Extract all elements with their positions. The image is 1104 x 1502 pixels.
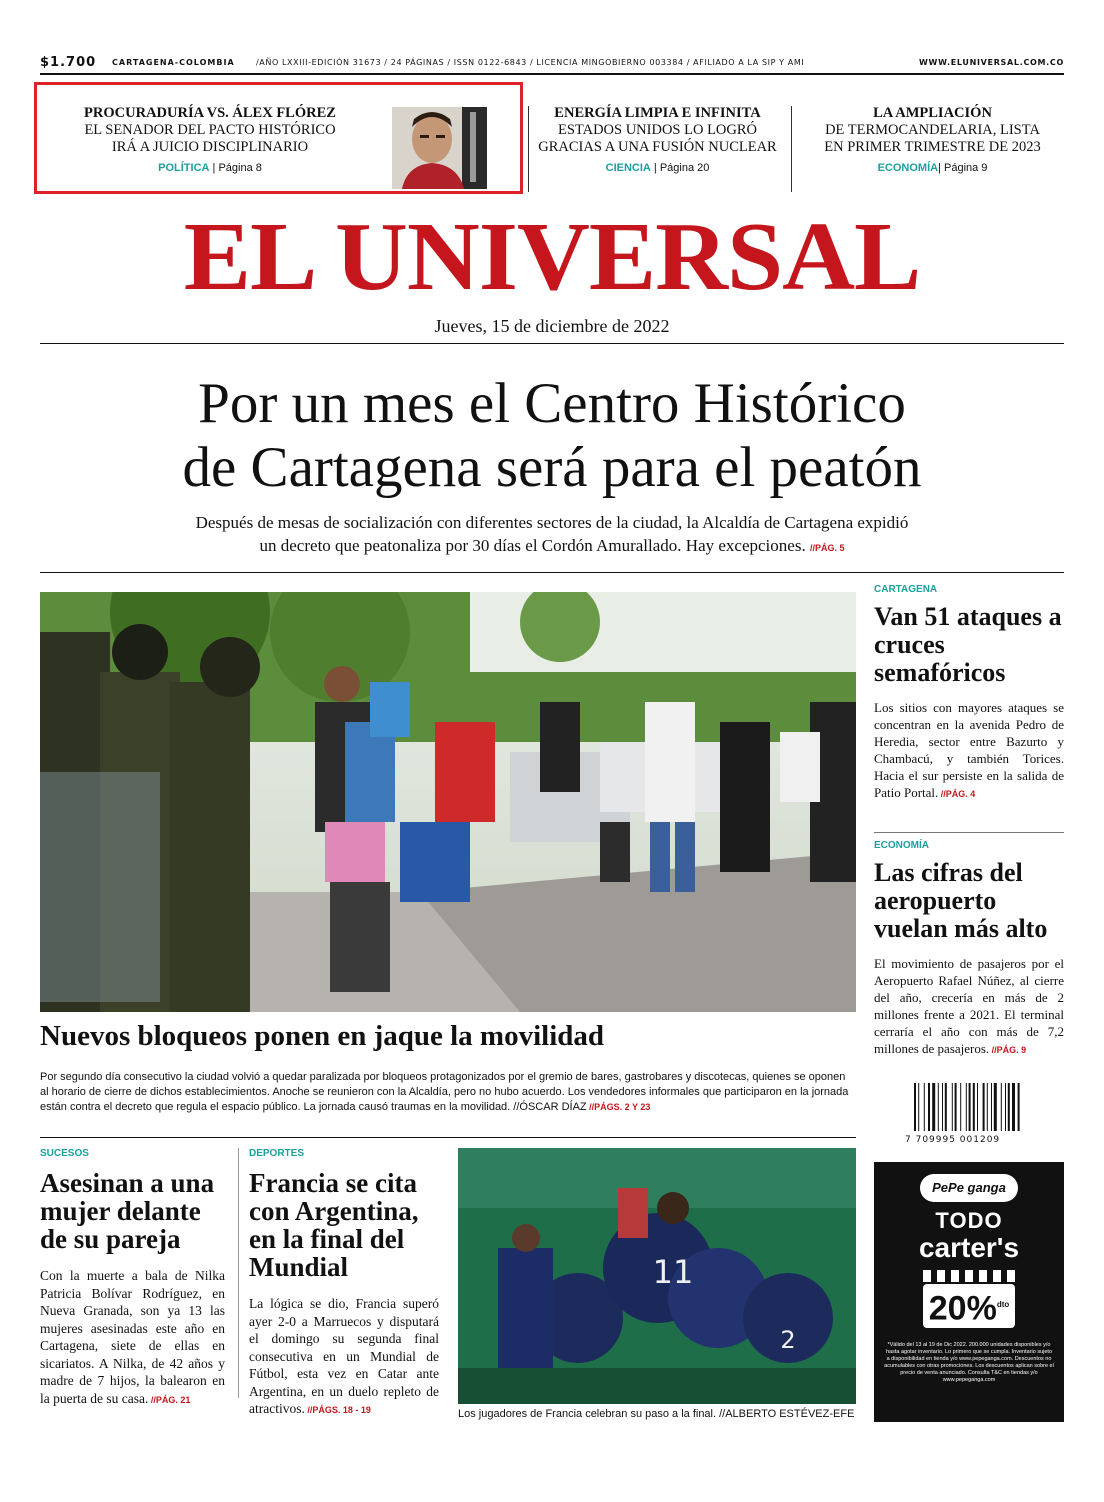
blockade-photo: [40, 592, 856, 1012]
teaser-section: ECONOMÍA: [877, 162, 939, 174]
divider: [40, 1137, 856, 1138]
newspaper-masthead: EL UNIVERSAL: [183, 203, 921, 311]
edition-bar: [40, 57, 1064, 75]
story-text: El movimiento de pasajeros por el Aeropuerto Rafael Núñez, al cierre del año, crecería en más de 2 millones frente a 2021. El terminal cerraría el año con más de 7,2 millones de pasajeros.: [874, 956, 1064, 1056]
page-ref: //PÁG. 5: [809, 543, 845, 553]
teaser-line: GRACIAS A UNA FUSIÓN NUCLEAR: [538, 139, 777, 155]
column-divider: [528, 106, 529, 192]
teaser-page: | Página 20: [650, 162, 710, 174]
story-headline: Francia se cita con Argentina, en la final del Mundial: [249, 1168, 419, 1282]
publication-date: Jueves, 15 de diciembre de 2022: [434, 316, 670, 336]
teaser-ciencia[interactable]: [530, 105, 785, 191]
story-headline: Las cifras del aeropuerto vuelan más alto: [874, 858, 1048, 943]
section-label: CARTAGENA: [874, 584, 938, 595]
page-ref: //PÁG. 21: [148, 1394, 191, 1405]
barcode-number: 7 709995 001209: [905, 1135, 1001, 1145]
photo-story-text: Por segundo día consecutivo la ciudad volvió a quedar paralizada por bloqueos protagonizados por el gremio de bares, gastrobares y discotecas, quienes se oponen al horario de cierre de dichos establecimientos. Anoche se reunieron con la Alcaldía, pero no hubo acuerdo. Los vendedores informales que participaron en la jornada están contra el decreto que regula el espacio público. La jornada causó traumas en la movilidad.: [40, 1071, 849, 1113]
story-text: Con la muerte a bala de Nilka Patricia Bolívar Rodríguez, en Nueva Granada, son ya 13 las mujeres asesinadas este año en Cartagena, siete de ellas en sicariatos. A Nilka, de 42 años y madre de 7 hijos, la balearon en la puerta de su casa.: [40, 1268, 225, 1406]
lead-deck: [80, 511, 1024, 560]
ad-carters-logo: carter's: [918, 1232, 1020, 1263]
lead-headline[interactable]: [40, 372, 1064, 500]
ad-discount: 20%: [928, 1289, 997, 1328]
teaser-section: CIENCIA: [605, 162, 651, 174]
ad-line: TODO: [935, 1208, 1003, 1233]
story-body: [249, 1295, 439, 1420]
teaser-line: ESTADOS UNIDOS LO LOGRÓ: [557, 122, 758, 138]
price: $1.700: [40, 55, 97, 70]
story-headline: Asesinan a una mujer delante de su pareja: [40, 1168, 215, 1254]
ad-discount-suffix: dto: [996, 1300, 1010, 1309]
divider: [40, 343, 1064, 344]
story-body: [40, 1267, 225, 1409]
story-body: [874, 955, 1064, 1059]
teaser-line: EN PRIMER TRIMESTRE DE 2023: [824, 139, 1041, 155]
teaser-title: PROCURADURÍA VS. ÁLEX FLÓREZ: [84, 105, 336, 121]
section-label: SUCESOS: [40, 1148, 89, 1159]
france-team-photo: [458, 1148, 856, 1404]
column-divider: [791, 106, 792, 192]
svg-text:11: 11: [652, 1253, 694, 1291]
story-text: Los sitios con mayores ataques se concentran en la avenida Pedro de Heredia, sector entre Bazurto y Chambacú, y también Torices. Hacia el sur persiste en la salida de Patio Portal.: [874, 700, 1064, 800]
page-ref: //PÁGS. 2 Y 23: [586, 1102, 651, 1112]
calendar-icon: [923, 1270, 1015, 1328]
section-label: DEPORTES: [249, 1148, 305, 1159]
teaser-title: LA AMPLIACIÓN: [873, 105, 992, 121]
teaser-page: | Página 9: [938, 162, 988, 174]
column-divider: [238, 1148, 239, 1398]
ad-brand-logo: PePe ganga: [920, 1174, 1018, 1202]
divider: [40, 572, 1064, 573]
barcode-graphic: [912, 1083, 1052, 1131]
sidebar-story[interactable]: [874, 584, 1064, 803]
lead-headline-line: Por un mes el Centro Histórico: [198, 372, 906, 435]
teaser-line: IRÁ A JUICIO DISCIPLINARIO: [111, 139, 309, 155]
ad-fine-print: *Válido del 13 al 19 de Dic 2022. 200.000 unidades disponibles y/o hasta agotar inventario. Lo primero que se cumpla. Inventario sujeto a disponibilidad en tienda y/o www.pepeganga.com. Descuentos no acumulables con otras promociones. Los descuentos aplican sobre el precio de venta anunciado. Consulta T&C en tiendas y/o www.pepeganga.com: [884, 1342, 1054, 1383]
photo-story-body: [40, 1070, 852, 1115]
photo-story-headline[interactable]: Nuevos bloqueos ponen en jaque la movilidad: [40, 1020, 605, 1052]
teaser-line: DE TERMOCANDELARIA, LISTA: [825, 122, 1040, 138]
website-link[interactable]: WWW.ELUNIVERSAL.COM.CO: [919, 58, 1064, 67]
lead-deck-line: Después de mesas de socialización con diferentes sectores de la ciudad, la Alcaldía de Cartagena expidió: [195, 513, 909, 532]
svg-text:2: 2: [780, 1326, 796, 1354]
section-label: ECONOMÍA: [874, 840, 929, 851]
photo-caption: Los jugadores de Francia celebran su paso a la final. //ALBERTO ESTÉVEZ-EFE: [458, 1408, 855, 1420]
teaser-section: POLÍTICA: [158, 162, 210, 174]
sidebar-story[interactable]: [874, 840, 1064, 1059]
page-ref: //PÁG. 9: [989, 1045, 1027, 1055]
divider: [874, 832, 1064, 833]
bottom-story[interactable]: [249, 1148, 439, 1420]
page-ref: //PÁGS. 18 - 19: [304, 1405, 371, 1415]
city-label: CARTAGENA-COLOMBIA: [112, 58, 235, 67]
lead-deck-line: un decreto que peatonaliza por 30 días el Cordón Amurallado. Hay excepciones.: [259, 536, 806, 555]
bottom-story[interactable]: [40, 1148, 225, 1409]
page-ref: //PÁG. 4: [938, 789, 976, 799]
lead-headline-line: de Cartagena será para el peatón: [182, 436, 922, 499]
highlight-box: [34, 82, 523, 194]
pepeganga-ad[interactable]: [874, 1162, 1064, 1422]
story-text: La lógica se dio, Francia superó ayer 2-0 a Marruecos y disputará el domingo su segunda final consecutiva en un Mundial de Fútbol, esta vez en Catar ante Argentina, en un duelo repleto de atractivos.: [249, 1296, 439, 1416]
story-headline: Van 51 ataques a cruces semafóricos: [874, 602, 1062, 687]
teaser-page: | Página 8: [209, 162, 262, 174]
edition-info: /AÑO LXXIII-EDICIÓN 31673 / 24 PÁGINAS / ISSN 0122-6843 / LICENCIA MINGOBIERNO 003384 / AFILIADO A LA SIP Y AMI: [256, 58, 805, 67]
teaser-economia[interactable]: [805, 105, 1060, 191]
story-body: [874, 699, 1064, 803]
teaser-title: ENERGÍA LIMPIA E INFINITA: [554, 105, 761, 121]
teaser-line: EL SENADOR DEL PACTO HISTÓRICO: [84, 122, 336, 138]
photo-credit: //ÓSCAR DÍAZ: [510, 1101, 587, 1113]
